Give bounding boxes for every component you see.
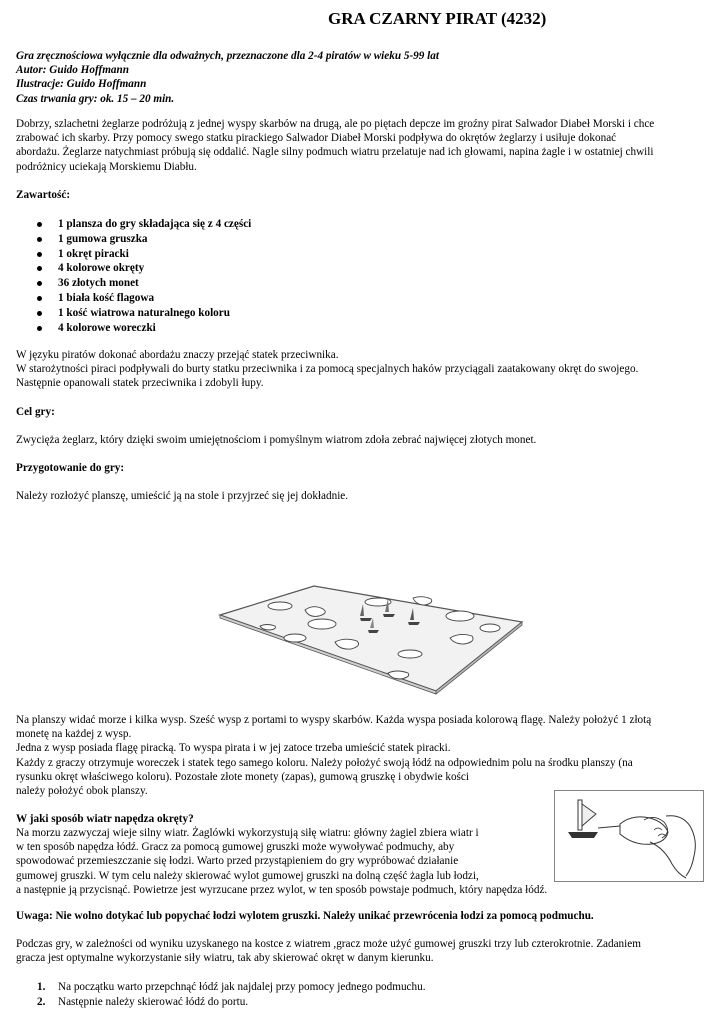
intro-line: podróżnicy uciekają Morskiemu Diabłu. <box>16 160 197 173</box>
during-paragraph <box>16 937 710 965</box>
boarding-line: W starożytności piraci podpływali do burty statku przeciwnika i za pomocą specjalnych haków przyciągali zaatakowany okręt do swojego. <box>16 363 639 376</box>
step-number: 2. <box>37 995 46 1008</box>
intro-line: Dobrzy, szlachetni żeglarze podróżują z jednej wyspy skarbów na drugą, ale po piętach depcze im groźny pirat Salwador Diabeł Morski i chce <box>16 118 655 130</box>
wind-heading: W jaki sposób wiatr napędza okręty? <box>16 813 194 825</box>
warning-text: Uwaga: Nie wolno dotykać lub popychać łodzi wylotem gruszki. Należy unikać przewrócenia łodzi za pomocą podmuchu. <box>16 910 594 922</box>
rubber-pump-illustration <box>554 790 704 882</box>
step-number: 1. <box>37 981 46 993</box>
boarding-paragraph <box>16 348 710 391</box>
wind-line: Na morzu zazwyczaj wieje silny wiatr. Żaglówki wykorzystują siłę wiatru: główny żagiel zbiera wiatr i <box>16 827 479 839</box>
step-text: Na początku warto przepchnąć łódź jak najdalej przy pomocy jednego podmuchu. <box>58 981 426 993</box>
board-line: Każdy z graczy otrzymuje woreczek i statek tego samego koloru. Należy położyć swoją łódź na odpowiednim polu na środku planszy (na <box>16 756 633 769</box>
intro-line: abordażu. Żeglarze natychmiast próbują się oddalić. Nagle silny podmuch wiatru przelatuje nad ich głowami, napina żagle i w ostatniej chwili <box>16 146 654 159</box>
list-item: 1 plansza do gry składająca się z 4 części <box>16 217 251 232</box>
step-text: Następnie należy skierować łódź do portu. <box>58 995 249 1008</box>
board-line: rysunku okręt właściwego koloru). Pozostałe złote monety (zapas), gumową gruszkę i obydwie kości <box>16 770 469 783</box>
boarding-line: Następnie opanowali statek przeciwnika i zdobyli łupy. <box>16 377 264 390</box>
board-description <box>16 713 710 798</box>
goal-heading: Cel gry: <box>16 406 55 418</box>
wind-line: w ten sposób napędza łódź. Gracz za pomocą gumowej gruszki może wywoływać podmuchy, aby <box>16 841 455 854</box>
meta-author: Autor: Guido Hoffmann <box>16 64 129 77</box>
intro-line: zrabować ich skarby. Przy pomocy swego statku pirackiego Salwador Diabeł Morski podpływa do okrętów żeglarzy i usiłuje dokonać <box>16 132 617 145</box>
wind-line: gumowej gruszki. W tym celu należy skierować wylot gumowej gruszki na dolną część żagla lub łodzi, <box>16 869 479 882</box>
list-item: 4 kolorowe woreczki <box>16 321 251 336</box>
page-title: GRA CZARNY PIRAT (4232) <box>328 9 547 28</box>
list-item: 1 okręt piracki <box>16 247 251 262</box>
during-line: Podczas gry, w zależności od wyniku uzyskanego na kostce z wiatrem ,gracz może użyć gumowej gruszki trzy lub czterokrotnie. Zadaniem <box>16 938 641 950</box>
meta-subtitle: Gra zręcznościowa wyłącznie dla odważnych, przeznaczone dla 2-4 piratów w wieku 5-99 lat <box>16 50 439 62</box>
contents-list <box>16 217 251 335</box>
list-item: 36 złotych monet <box>16 276 251 291</box>
wind-line: spowodować przemieszczanie się łodzi. Warto przed przystąpieniem do gry wypróbować działanie <box>16 855 459 868</box>
intro-paragraph <box>16 117 710 174</box>
meta-illustrations: Ilustracje: Guido Hoffmann <box>16 78 147 91</box>
list-item: 4 kolorowe okręty <box>16 261 251 276</box>
list-item: 1 kość wiatrowa naturalnego koloru <box>16 306 251 321</box>
preparation-text: Należy rozłożyć planszę, umieścić ją na stole i przyjrzeć się jej dokładnie. <box>16 490 349 502</box>
list-item <box>16 980 426 995</box>
boarding-line: W języku piratów dokonać abordażu znaczy przejąć statek przeciwnika. <box>16 349 339 361</box>
list-item: 1 biała kość flagowa <box>16 291 251 306</box>
board-line: Jedna z wysp posiada flagę piracką. To wyspa pirata i w jej zatoce trzeba umieścić statek piracki. <box>16 742 451 755</box>
board-line: monetę na każdej z wysp. <box>16 728 132 741</box>
meta-duration: Czas trwania gry: ok. 15 – 20 min. <box>16 92 175 105</box>
steps-list <box>16 980 426 1009</box>
list-item <box>16 995 426 1010</box>
board-line: Na planszy widać morze i kilka wysp. Sześć wysp z portami to wyspy skarbów. Każda wyspa posiada kolorową flagę. Należy położyć 1 złotą <box>16 714 652 726</box>
preparation-heading: Przygotowanie do gry: <box>16 462 125 474</box>
list-item: 1 gumowa gruszka <box>16 232 251 247</box>
board-line: należy położyć obok planszy. <box>16 785 148 798</box>
wind-line: a następnie ją przycisnąć. Powietrze jest wyrzucane przez wylot, w ten sposób powstaje podmuch, który napędza łódź. <box>16 883 548 896</box>
during-line: gracza jest optymalne wykorzystanie siły wiatru, tak aby skierować okręt w danym kierunku. <box>16 952 434 965</box>
game-board-illustration <box>210 576 530 696</box>
contents-heading: Zawartość: <box>16 189 71 201</box>
goal-text: Zwycięża żeglarz, który dzięki swoim umiejętnościom i pomyślnym wiatrom zdoła zebrać najwięcej złotych monet. <box>16 434 537 446</box>
game-meta <box>16 49 439 106</box>
